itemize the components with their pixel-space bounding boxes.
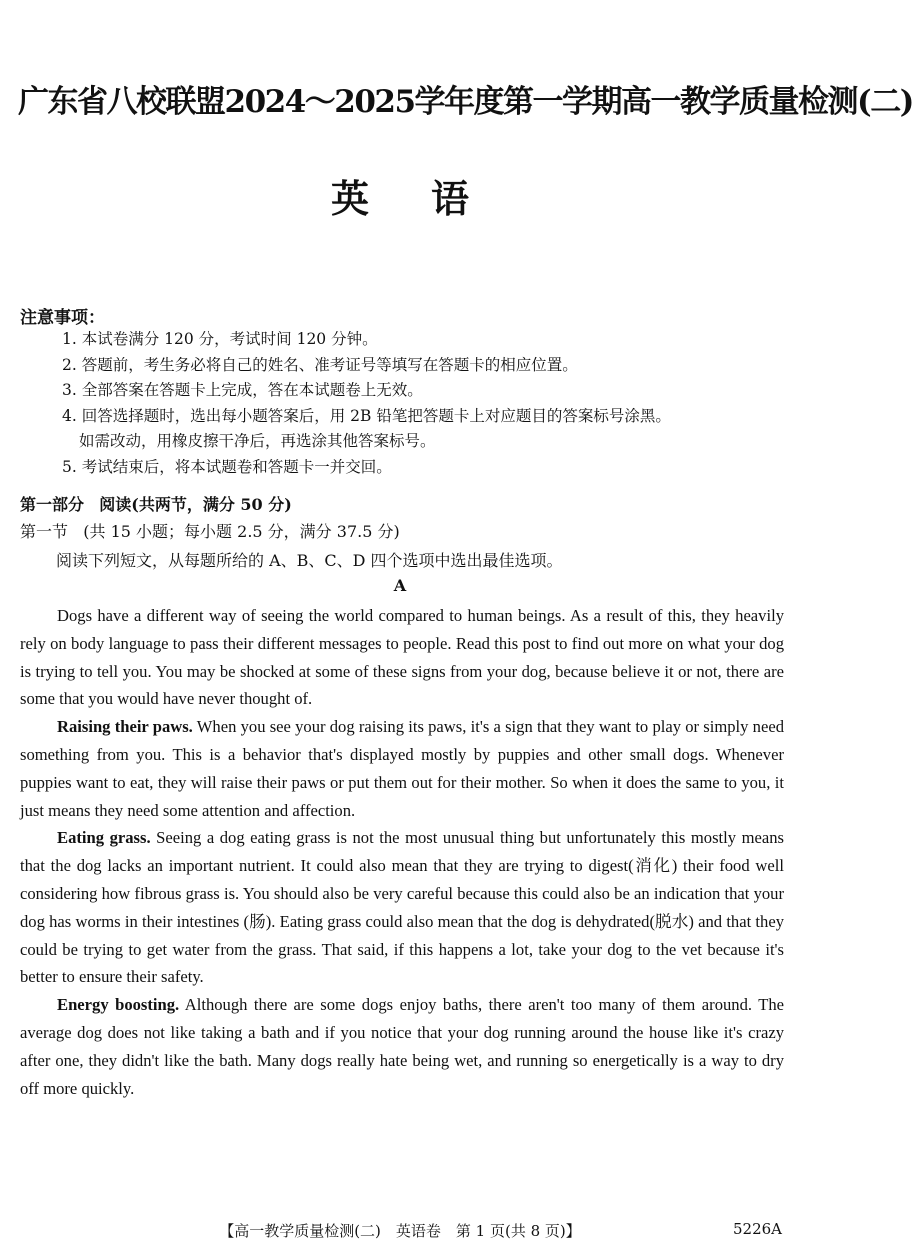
notice-item: 3. 全部答案在答题卡上完成，答在本试题卷上无效。 (62, 381, 423, 399)
paragraph-lead: Raising their paws. (57, 717, 193, 737)
section-heading (20, 519, 400, 542)
subject-title: 英语 (330, 176, 531, 221)
section-title: (共 15 小题；每小题 2.5 分，满分 37.5 分) (83, 522, 400, 541)
notice-item: 4. 回答选择题时，选出每小题答案后，用 2B 铅笔把答题卡上对应题目的答案标号涂黑。 (62, 406, 671, 425)
notice-item-continuation: 如需改动，用橡皮擦干净后，再选涂其他答案标号。 (79, 432, 436, 450)
notice-item: 5. 考试结束后，将本试题卷和答题卡一并交回。 (62, 457, 392, 476)
notice-list (62, 327, 782, 480)
passage-paragraph: Dogs have a different way of seeing the world compared to human beings. As a result of this, they heavily rely on body language to pass their different messages to people. Read this post to find out more on what your dog is trying to tell you. You may be shocked at some of these signs from your dog, because believe it or not, there are some that you would have never thought of. (20, 606, 784, 709)
part-label: 第一部分 (20, 495, 85, 514)
notice-item: 2. 答题前，考生务必将自己的姓名、准考证号等填写在答题卡的相应位置。 (62, 355, 578, 374)
part-heading (20, 492, 292, 515)
exam-title: 广东省八校联盟2024～2025学年度第一学期高一教学质量检测(二) (18, 84, 913, 120)
passage-paragraph (20, 713, 784, 824)
paragraph-lead: Energy boosting. (57, 995, 180, 1015)
paragraph-body: Seeing a dog eating grass is not the most unusual thing but unfortunately this mostly means that the dog lacks an important nutrient. It could also mean that they are trying to digest(消化) their food well considering how fibrous grass is. You should also be very careful because this could also be an indication that your dog has worms in their intestines (肠). Eating grass could also mean that the dog is dehydrated(脱水) and that they could be trying to get water from the grass. That said, if this happens a lot, take your dog to the vet because it's better to ensure their safety. (20, 828, 784, 987)
paragraph-lead: Eating grass. (57, 828, 151, 848)
footer-code: 5226A (732, 1220, 782, 1238)
passage-paragraph (20, 824, 784, 991)
passage-letter: A (393, 576, 407, 595)
passage-paragraph (20, 991, 784, 1102)
notice-item: 1. 本试卷满分 120 分，考试时间 120 分钟。 (62, 330, 378, 348)
reading-instruction: 阅读下列短文，从每题所给的 A、B、C、D 四个选项中选出最佳选项。 (56, 551, 563, 570)
paragraph-body: Although there are some dogs enjoy baths, there aren't too many of them around. The average dog does not like taking a bath and if you notice that your dog running around the house like it's crazy after one, they didn't like the bath. Many dogs really hate being wet, and running so energetically is a way to dry off more quickly. (20, 995, 784, 1098)
notice-heading: 注意事项： (20, 308, 105, 328)
paragraph-body: When you see your dog raising its paws, it's a sign that they want to play or simply need something from you. This is a behavior that's displayed mostly by puppies and other small dogs. Whenever puppies want to eat, they will raise their paws or put them out for their mother. So when it does the same to you, it just means they need some attention and affection. (20, 717, 784, 820)
page-footer: 【高一教学质量检测(二) 英语卷 第 1 页(共 8 页)】 (219, 1222, 581, 1240)
reading-passage (20, 602, 784, 1102)
part-title: 阅读(共两节，满分 50 分) (99, 495, 292, 514)
section-label: 第一节 (20, 522, 69, 541)
